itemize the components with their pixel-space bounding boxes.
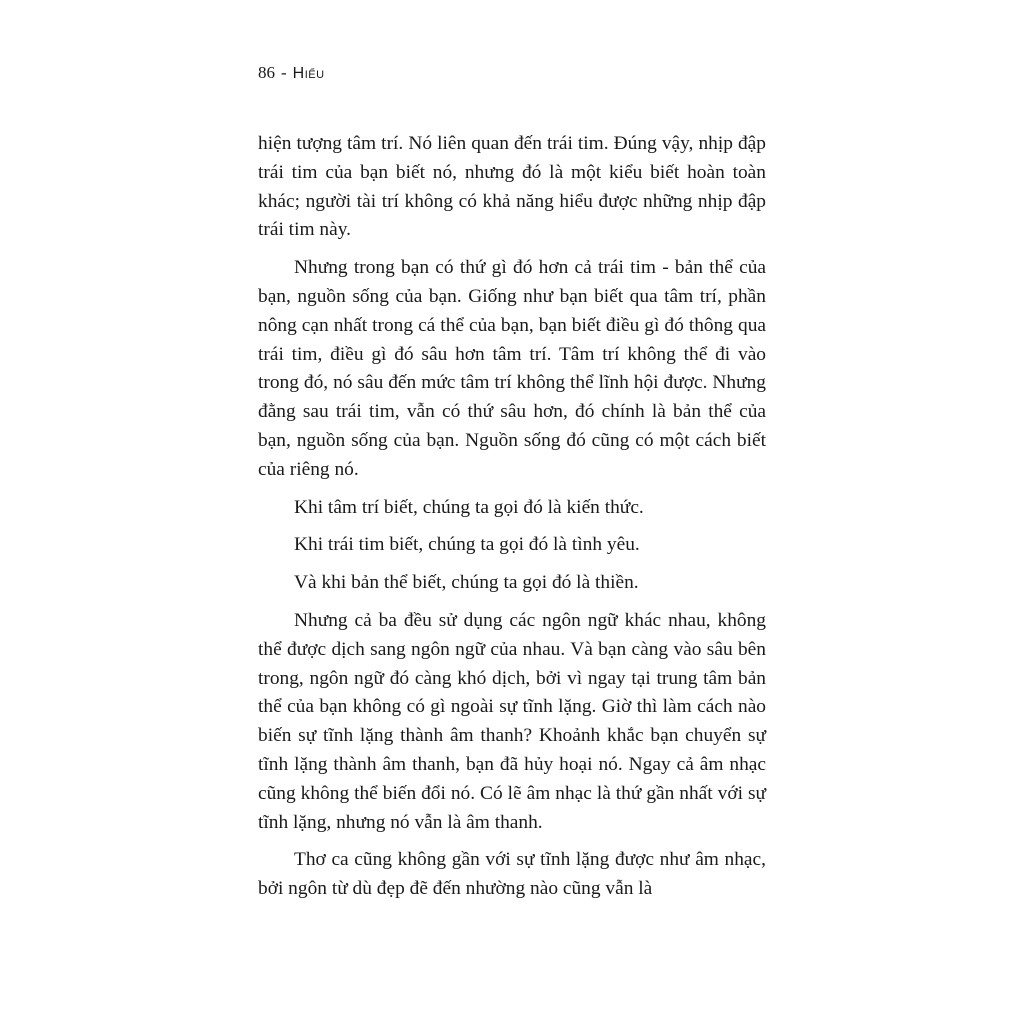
running-header xyxy=(258,60,766,86)
paragraph-3: Khi tâm trí biết, chúng ta gọi đó là kiến thức. xyxy=(294,496,644,518)
paragraph-6: Nhưng cả ba đều sử dụng các ngôn ngữ khác nhau, không thể được dịch sang ngôn ngữ của nhau. Và bạn càng vào sâu bên trong, ngôn ngữ đó càng khó dịch, bởi vì ngay tại trung tâm bản thể của bạn không có gì ngoài sự tĩnh lặng. Giờ thì làm cách nào biến sự tĩnh lặng thành âm thanh? Khoảnh khắc bạn chuyển sự tĩnh lặng thành âm thanh, bạn đã hủy hoại nó. Ngay cả âm nhạc cũng không thể biến đổi nó. Có lẽ âm nhạc là thứ gần nhất với sự tĩnh lặng, nhưng nó vẫn là âm thanh. xyxy=(258,609,766,833)
header-separator: - xyxy=(281,63,287,82)
page-number: 86 xyxy=(258,63,275,82)
page-body xyxy=(258,130,766,904)
paragraph-5: Và khi bản thể biết, chúng ta gọi đó là thiền. xyxy=(294,572,639,594)
paragraph-7: Thơ ca cũng không gần với sự tĩnh lặng được như âm nhạc, bởi ngôn từ dù đẹp đẽ đến nhường nào cũng vẫn là xyxy=(258,849,766,900)
book-title: Hiểu xyxy=(292,65,325,82)
paragraph-2: Nhưng trong bạn có thứ gì đó hơn cả trái tim - bản thể của bạn, nguồn sống của bạn. Giống như bạn biết qua tâm trí, phần nông cạn nhất trong cá thể của bạn, bạn biết điều gì đó thông qua trái tim, điều gì đó sâu hơn tâm trí. Tâm trí không thể đi vào trong đó, nó sâu đến mức tâm trí không thể lĩnh hội được. Nhưng đằng sau trái tim, vẫn có thứ sâu hơn, đó chính là bản thể của bạn, nguồn sống của bạn. Nguồn sống đó cũng có một cách biết của riêng nó. xyxy=(258,257,766,480)
paragraph-1: hiện tượng tâm trí. Nó liên quan đến trái tim. Đúng vậy, nhịp đập trái tim của bạn biết nó, nhưng đó là một kiểu biết hoàn toàn khác; người tài trí không có khả năng hiểu được những nhịp đập trái tim này. xyxy=(258,133,766,241)
book-page xyxy=(258,60,766,913)
paragraph-4: Khi trái tim biết, chúng ta gọi đó là tình yêu. xyxy=(294,534,640,556)
